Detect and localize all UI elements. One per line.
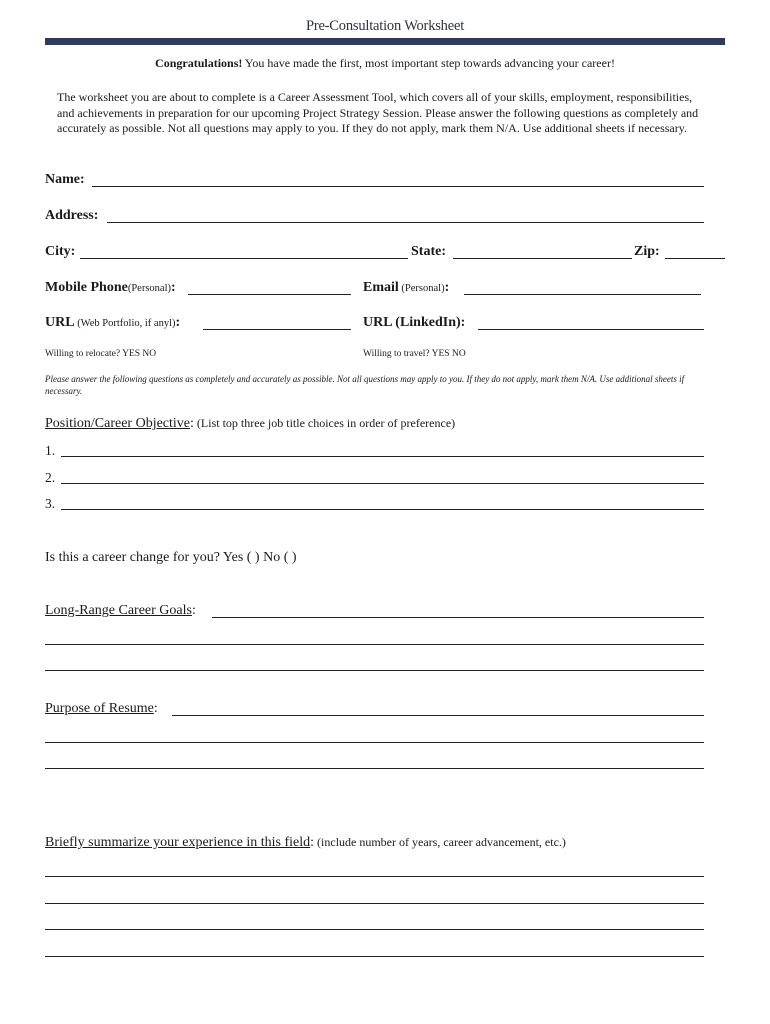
url-field[interactable] xyxy=(203,329,351,330)
address-field[interactable] xyxy=(107,222,704,223)
name-label: Name: xyxy=(45,172,85,187)
long-range-field-3[interactable] xyxy=(45,670,704,671)
summary-field-2[interactable] xyxy=(45,903,704,904)
summary-hint: (include number of years, career advancement, etc.) xyxy=(314,835,566,849)
purpose-heading xyxy=(45,701,158,717)
objective-hint: (List top three job title choices in order of preference) xyxy=(193,416,456,430)
congrats-rest: You have made the first, most important step towards advancing your career! xyxy=(242,56,615,70)
objective-field-3[interactable] xyxy=(61,509,704,510)
purpose-field-1[interactable] xyxy=(172,715,704,716)
objective-label: Position/Career Objective xyxy=(45,416,191,431)
summary-colon: : xyxy=(310,835,315,850)
objective-colon: : xyxy=(190,416,194,431)
email-label xyxy=(363,280,449,296)
congratulations-text xyxy=(0,56,770,71)
long-range-colon: : xyxy=(191,603,196,618)
purpose-field-2[interactable] xyxy=(45,742,704,743)
page-title: Pre-Consultation Worksheet xyxy=(305,18,465,34)
state-label: State: xyxy=(411,244,446,259)
mobile-bold: Mobile Phone xyxy=(45,280,128,295)
email-colon: : xyxy=(444,280,450,295)
mobile-small: (Personal) xyxy=(127,283,171,294)
name-field[interactable] xyxy=(92,186,704,187)
summary-field-1[interactable] xyxy=(45,876,704,877)
travel-question[interactable]: Willing to travel? YES NO xyxy=(363,349,466,359)
city-label: City: xyxy=(45,244,76,259)
long-range-field-1[interactable] xyxy=(212,617,704,618)
purpose-label: Purpose of Resume xyxy=(45,701,154,716)
summary-heading xyxy=(45,835,566,851)
city-field[interactable] xyxy=(80,258,408,259)
objective-field-1[interactable] xyxy=(61,456,704,457)
url-colon: : xyxy=(175,315,181,330)
state-field[interactable] xyxy=(453,258,632,259)
email-bold: Email xyxy=(363,280,399,295)
congrats-bold: Congratulations! xyxy=(155,56,243,70)
url-label xyxy=(45,315,180,331)
mobile-phone-label xyxy=(45,280,176,296)
title-divider xyxy=(45,38,725,45)
summary-label: Briefly summarize your experience in this field xyxy=(45,835,311,850)
career-change-question[interactable]: Is this a career change for you? Yes ( ) No ( ) xyxy=(45,550,297,565)
intro-paragraph: The worksheet you are about to complete is a Career Assessment Tool, which covers all of your skills, employment, responsibilities, and achievements in preparation for our upcoming Project Strategy Session. Please answer the following questions as completely and accurately as possible. Not all questions may apply to you. If they do not apply, mark them N/A. Use additional sheets if necessary. xyxy=(57,90,699,135)
long-range-field-2[interactable] xyxy=(45,644,704,645)
linkedin-label: URL (LinkedIn): xyxy=(363,315,466,330)
objective-number-3: 3. xyxy=(45,496,56,511)
long-range-label: Long-Range Career Goals xyxy=(45,603,192,618)
purpose-field-3[interactable] xyxy=(45,768,704,769)
email-small: (Personal) xyxy=(398,283,445,294)
url-small: (Web Portfolio, if anyl) xyxy=(74,318,176,329)
mobile-phone-field[interactable] xyxy=(188,294,351,295)
zip-field[interactable] xyxy=(665,258,725,259)
linkedin-field[interactable] xyxy=(478,329,704,330)
mobile-colon: : xyxy=(171,280,176,295)
objective-number-2: 2. xyxy=(45,470,56,485)
instructions-note: Please answer the following questions as completely and accurately as possible. Not all questions may apply to you. If they do not apply, mark them N/A. Use additional sheets if necessary. xyxy=(45,374,685,396)
address-label: Address: xyxy=(45,208,99,223)
objective-heading xyxy=(45,416,455,432)
url-bold: URL xyxy=(45,315,75,330)
email-field[interactable] xyxy=(464,294,701,295)
summary-field-4[interactable] xyxy=(45,956,704,957)
relocate-question[interactable]: Willing to relocate? YES NO xyxy=(45,349,157,359)
zip-label: Zip: xyxy=(634,244,660,259)
purpose-colon: : xyxy=(153,701,158,716)
long-range-heading xyxy=(45,603,196,619)
objective-field-2[interactable] xyxy=(61,483,704,484)
summary-field-3[interactable] xyxy=(45,929,704,930)
objective-number-1: 1. xyxy=(45,443,56,458)
